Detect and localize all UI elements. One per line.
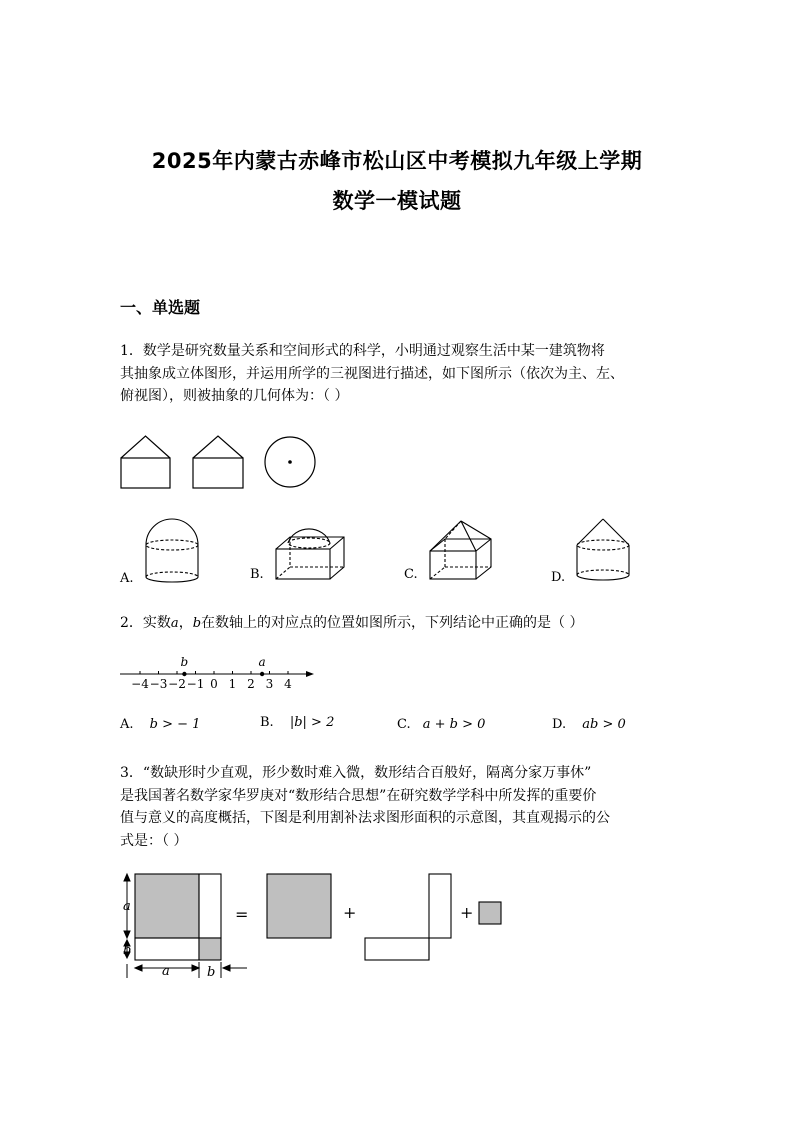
q1-option-a-figure[interactable] (140, 515, 205, 587)
equals-sign: = (235, 905, 249, 924)
q2-option-d-expr: ab > 0 (582, 717, 626, 732)
square-b2-shaded (479, 902, 501, 924)
front-view-rect (121, 458, 170, 488)
q3-line1: 3．“数缺形时少直观，形少数时难入微，数形结合百般好，隔离分家万事休” (120, 765, 592, 781)
plus-sign-1: + (343, 903, 357, 922)
label-a-vertical: a (123, 899, 131, 914)
hemisphere (146, 519, 198, 545)
plus-sign-2: + (460, 903, 474, 922)
point-b-label: b (180, 655, 189, 669)
tick-label: 0 (210, 677, 218, 691)
q2-option-d-label: D. (552, 717, 567, 732)
q1-option-c-label[interactable]: C. (404, 567, 418, 582)
q2-option-c-label: C. (397, 717, 411, 732)
tick-label: −4 (131, 677, 149, 691)
q1-three-views (115, 430, 325, 495)
square-b-shaded (199, 938, 221, 960)
tick-label: 1 (228, 677, 237, 691)
tick-label: −1 (186, 677, 205, 691)
q2-option-c[interactable] (397, 717, 485, 732)
q1-option-c-figure[interactable] (425, 515, 500, 585)
q1-option-a-label[interactable]: A. (120, 571, 134, 586)
q2-option-b-expr: |b| > 2 (289, 715, 335, 730)
square-a-shaded (135, 874, 199, 938)
number-line-arrow (306, 671, 314, 677)
q3-line2: 是我国著名数学家华罗庚对“数形结合思想”在研究数学学科中所发挥的重要价 (120, 787, 597, 804)
rect-ab-bottom (135, 938, 199, 960)
q2-option-c-expr: a + b > 0 (422, 717, 486, 732)
rect-ab-vertical (429, 874, 451, 938)
q3-line4: 式是：（ ） (120, 832, 188, 849)
q1-line2: 其抽象成立体图形，并运用所学的三视图进行描述，如下图所示（依次为主、左、 (120, 365, 624, 382)
q2-stem (120, 612, 680, 636)
q3-text (120, 762, 680, 852)
q2-stem-suffix: 在数轴上的对应点的位置如图所示，下列结论中正确的是（ ） (201, 615, 584, 631)
point-a-dot (260, 672, 264, 676)
label-b-vertical: b (123, 943, 132, 958)
q1-option-b-label[interactable]: B. (250, 567, 264, 582)
doc-title-line2: 数学一模试题 (332, 189, 462, 213)
q2-number-line (118, 652, 318, 692)
q2-sep: ， (178, 615, 193, 631)
q2-option-d[interactable] (552, 717, 626, 732)
point-b-dot (182, 672, 186, 676)
q3-line3: 值与意义的高度概括，下图是利用割补法求图形面积的示意图，其直观揭示的公 (120, 810, 610, 826)
tick-label: −3 (149, 677, 168, 691)
label-a-horizontal: a (162, 964, 170, 979)
tick-label: −2 (168, 677, 186, 691)
label-b-horizontal: b (207, 965, 216, 980)
q2-stem-prefix: 2．实数 (120, 615, 171, 631)
q2-option-a[interactable] (120, 717, 200, 732)
q2-option-a-label: A. (120, 717, 134, 732)
q1-line1: 1．数学是研究数量关系和空间形式的科学，小明通过观察生活中某一建筑物将 (120, 343, 605, 359)
q1-line3: 俯视图），则被抽象的几何体为：（ ） (120, 388, 349, 404)
section-heading: 一、单选题 (120, 298, 201, 317)
q2-option-b-label: B. (260, 715, 274, 730)
top-view-center-dot (288, 460, 292, 464)
left-view-roof (193, 436, 243, 458)
tick-label: 2 (247, 677, 255, 691)
square-a2-shaded (267, 874, 331, 938)
q2-var-b: b (192, 616, 202, 631)
rect-ab-right (199, 874, 221, 938)
q2-option-b[interactable] (260, 715, 334, 730)
q2-option-a-expr: b > − 1 (149, 717, 201, 732)
q1-option-b-figure[interactable] (268, 515, 350, 585)
doc-title-line1: 2025年内蒙古赤峰市松山区中考模拟九年级上学期 (151, 149, 643, 173)
q1-option-d-figure[interactable] (572, 515, 634, 587)
tick-label: 4 (284, 677, 292, 691)
point-a-label: a (258, 655, 266, 669)
rect-ab-horizontal (365, 938, 429, 960)
q3-figure (115, 868, 515, 983)
tick-label: 3 (265, 677, 274, 691)
left-view-rect (193, 458, 243, 488)
q1-option-d-label[interactable]: D. (551, 570, 566, 585)
q1-text (120, 340, 680, 408)
front-view-roof (121, 436, 170, 458)
q2-var-a: a (170, 616, 179, 631)
